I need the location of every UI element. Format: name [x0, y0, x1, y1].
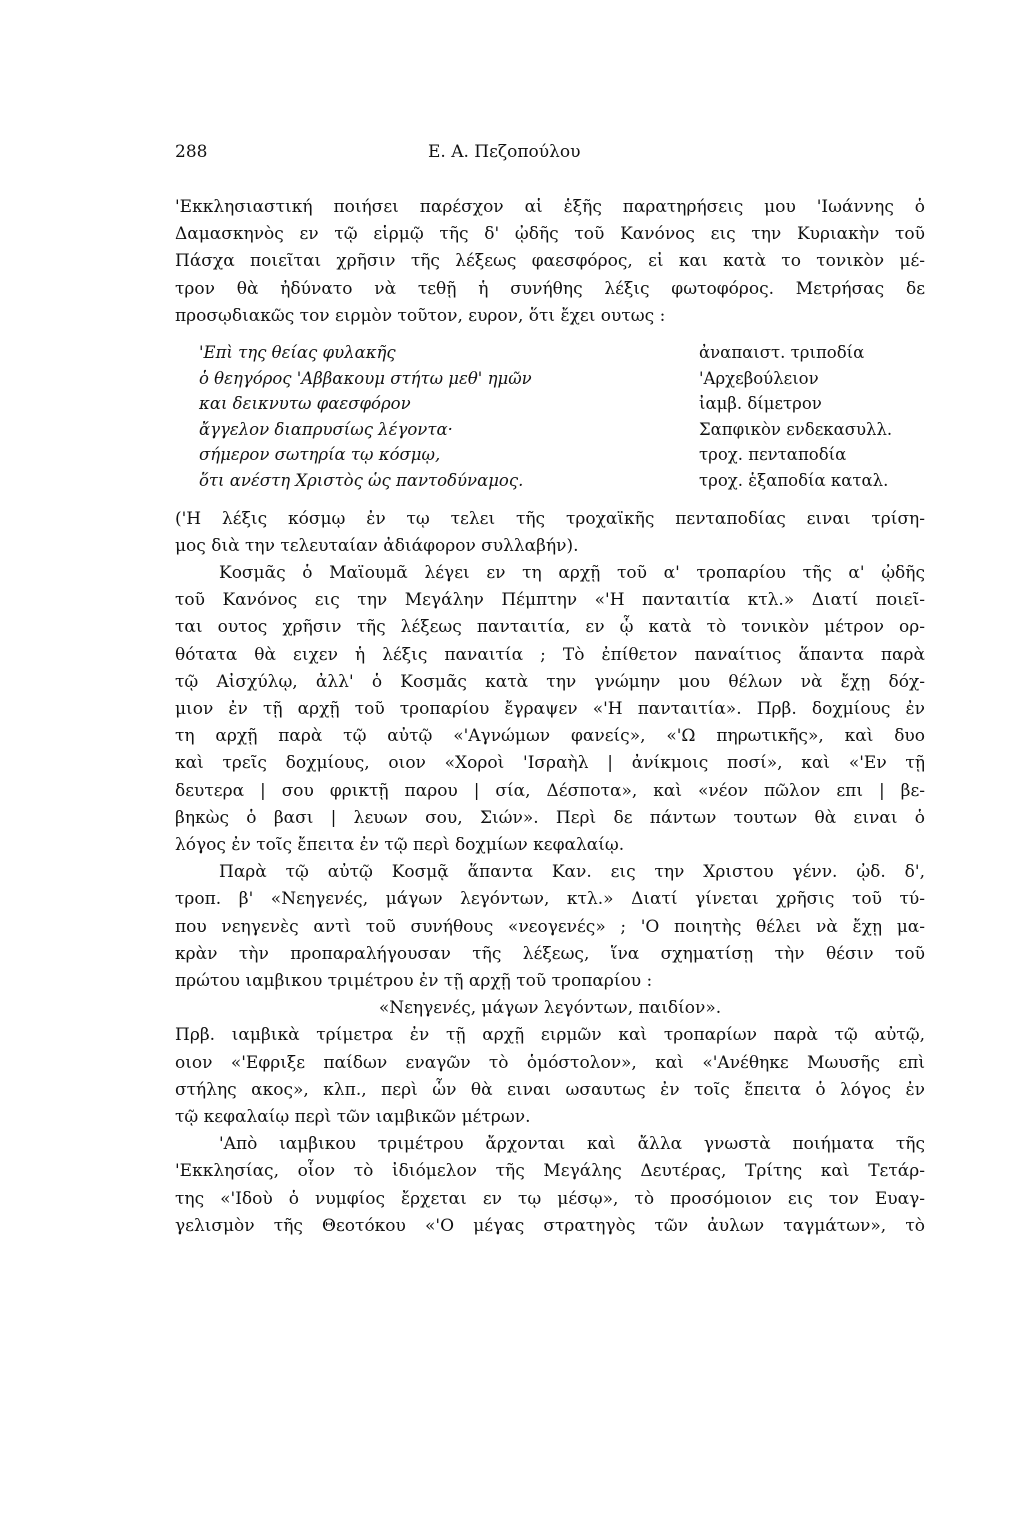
text-line: μος διὰ την τελευταίαν ἀδιάφορον συλλαβήν). [175, 535, 579, 556]
verse-line: ὁ θεηγόρος 'Αββακουμ στήτω μεθ' ημῶν [199, 368, 532, 388]
verse-line: 'Επὶ της θείας φυλακῆς [199, 343, 396, 363]
text-line: θότατα θὰ ειχεν ἡ λέξις παναιτία ; Τὸ ἐπίθετον παναίτιος ἅπαντα παρὰ [175, 644, 925, 665]
text-line: λόγος ἐν τοῖς ἔπειτα ἐν τῷ περὶ δοχμίων κεφαλαίῳ. [175, 835, 625, 856]
page-number: 288 [175, 142, 208, 162]
text-line: Δαμασκηνὸς εν τῷ εἱρμῷ τῆς δ' ᾠδῆς τοῦ Κανόνος εις την Κυριακὴν τοῦ [175, 224, 925, 245]
running-head-author: Ε. Α. Πεζοπούλου [428, 142, 581, 162]
text-line: 'Εκκλησίας, οἷον τὸ ἰδιόμελον τῆς Μεγάλης Δευτέρας, Τρίτης καὶ Τετάρ- [175, 1161, 925, 1182]
text-line: ται ουτος χρῆσιν τῆς λέξεως πανταιτία, εν ᾧ κατὰ τὸ τονικὸν μέτρον ορ- [175, 617, 925, 638]
text-line: τῷ Αἰσχύλῳ, ἀλλ' ὁ Κοσμᾶς κατὰ την γνώμην μου θέλων νὰ ἔχῃ δόχ- [175, 671, 925, 692]
text-line: 'Απὸ ιαμβικου τριμέτρου ἄρχονται καὶ ἄλλα γνωστὰ ποιήματα τῆς [219, 1134, 925, 1155]
text-line: τη αρχῇ παρὰ τῷ αὐτῷ «'Αγνώμων φανείς», «'Ω πηρωτικῆς», καὶ δυο [175, 726, 925, 747]
text-line: κρὰν τὴν προπαραλήγουσαν τῆς λέξεως, ἵνα σχηματίσῃ τὴν θέσιν τοῦ [175, 943, 925, 964]
verse-line: και δεικνυτω φαεσφόρον [199, 394, 411, 414]
meter-label: Σαπφικὸν ενδεκασυλλ. [699, 419, 893, 439]
text-line: στήλης ακος», κλπ., περὶ ὧν θὰ ειναι ωσαυτως ἐν τοῖς ἔπειτα ὁ λόγος ἐν [175, 1079, 925, 1100]
quoted-verse-line: «Νεηγενές, μάγων λεγόντων, παιδίον». [378, 998, 722, 1019]
meter-labels [699, 340, 925, 494]
text-line: ('Η λέξις κόσμῳ ἐν τῳ τελει τῆς τροχαϊκῆς πενταποδίας ειναι τρίση- [175, 508, 925, 529]
intro-paragraph [175, 194, 925, 330]
running-head [175, 142, 925, 172]
book-page [175, 142, 925, 1240]
meter-label: τροχ. ἑξαποδία καταλ. [699, 470, 889, 490]
text-line: βηκὼς ὁ βασι | λευων σου, Σιών». Περὶ δε πάντων τουτων θὰ ειναι ὁ [175, 807, 925, 828]
verse-line: σήμερον σωτηρία τῳ κόσμῳ, [199, 445, 441, 465]
text-line: πρώτου ιαμβικου τριμέτρου ἐν τῇ αρχῇ τοῦ τροπαρίου : [175, 971, 653, 992]
text-line: δευτερα | σου φρικτῇ παρου | σία, Δέσποτα», καὶ «νέον πῶλον επι | βε- [175, 780, 925, 801]
text-line: μιον ἐν τῇ αρχῇ τοῦ τροπαρίου ἔγραψεν «'Η πανταιτία». Πρβ. δοχμίους ἐν [175, 699, 925, 719]
text-line: Πρβ. ιαμβικὰ τρίμετρα ἐν τῇ αρχῇ ειρμῶν καὶ τροπαρίων παρὰ τῷ αὐτῷ, [175, 1025, 925, 1046]
text-line: Κοσμᾶς ὁ Μαϊουμᾶ λέγει εν τη αρχῇ τοῦ α' τροπαρίου τῆς α' ᾠδῆς [219, 562, 925, 583]
text-line: τρον θὰ ἠδύνατο νὰ τεθῇ ἡ συνήθης λέξις φωτοφόρος. Μετρήσας δε [175, 278, 925, 299]
text-line: προσῳδιακῶς τον ειρμὸν τοῦτον, ευρον, ὅτι ἔχει ουτως : [175, 305, 666, 326]
meter-label: 'Αρχεβούλειον [699, 368, 819, 388]
text-line: Πάσχα ποιεῖται χρῆσιν τῆς λέξεως φαεσφόρος, εἰ και κατὰ το τονικὸν μέ- [175, 251, 925, 272]
verse-lines [199, 340, 669, 494]
text-line: γελισμὸν τῆς Θεοτόκου «'Ο μέγας στρατηγὸς τῶν ἀυλων ταγμάτων», τὸ [175, 1215, 925, 1236]
text-line: τοῦ Κανόνος εις την Μεγάλην Πέμπτην «'Η πανταιτία κτλ.» Διατί ποιεῖ- [175, 590, 925, 611]
text-line: Παρὰ τῷ αὐτῷ Κοσμᾷ ἅπαντα Καν. εις την Χριστου γένν. ᾠδ. δ', [219, 862, 925, 883]
verse-scansion-block [199, 340, 925, 494]
text-line: 'Εκκλησιαστική ποιήσει παρέσχον αἱ ἑξῆς παρατηρήσεις μου 'Ιωάννης ὁ [175, 197, 925, 217]
text-line: τῷ κεφαλαίῳ περὶ τῶν ιαμβικῶν μέτρων. [175, 1107, 531, 1128]
verse-line: ὅτι ανέστη Χριστὸς ὡς παντοδύναμος. [199, 470, 524, 490]
text-line: που νεηγενὲς αντὶ τοῦ συνήθους «νεογενές» ; 'Ο ποιητὴς θέλει νὰ ἔχῃ μα- [175, 916, 925, 937]
meter-label: τροχ. πενταποδία [699, 445, 847, 465]
verse-line: ἄγγελον διαπρυσίως λέγοντα· [199, 419, 453, 439]
meter-label: ἀναπαιστ. τριποδία [699, 343, 865, 363]
text-line: καὶ τρεῖς δοχμίους, οιον «Χοροὶ 'Ισραὴλ | ἀνίκμοις ποσί», καὶ «'Εν τῇ [175, 753, 925, 774]
text-line: οιον «'Εφριξε παίδων εναγῶν τὸ ὁμόστολον», καὶ «'Ανέθηκε Μωυσῆς επὶ [175, 1052, 925, 1073]
text-line: τροπ. β' «Νεηγενές, μάγων λεγόντων, κτλ.» Διατί γίνεται χρῆσις τοῦ τύ- [175, 889, 925, 910]
text-line: της «'Ιδοὺ ὁ νυμφίος ἔρχεται εν τῳ μέσῳ», τὸ προσόμοιον εις τον Ευαγ- [175, 1188, 925, 1209]
body-text [175, 506, 925, 1240]
meter-label: ἰαμβ. δίμετρον [699, 394, 822, 414]
